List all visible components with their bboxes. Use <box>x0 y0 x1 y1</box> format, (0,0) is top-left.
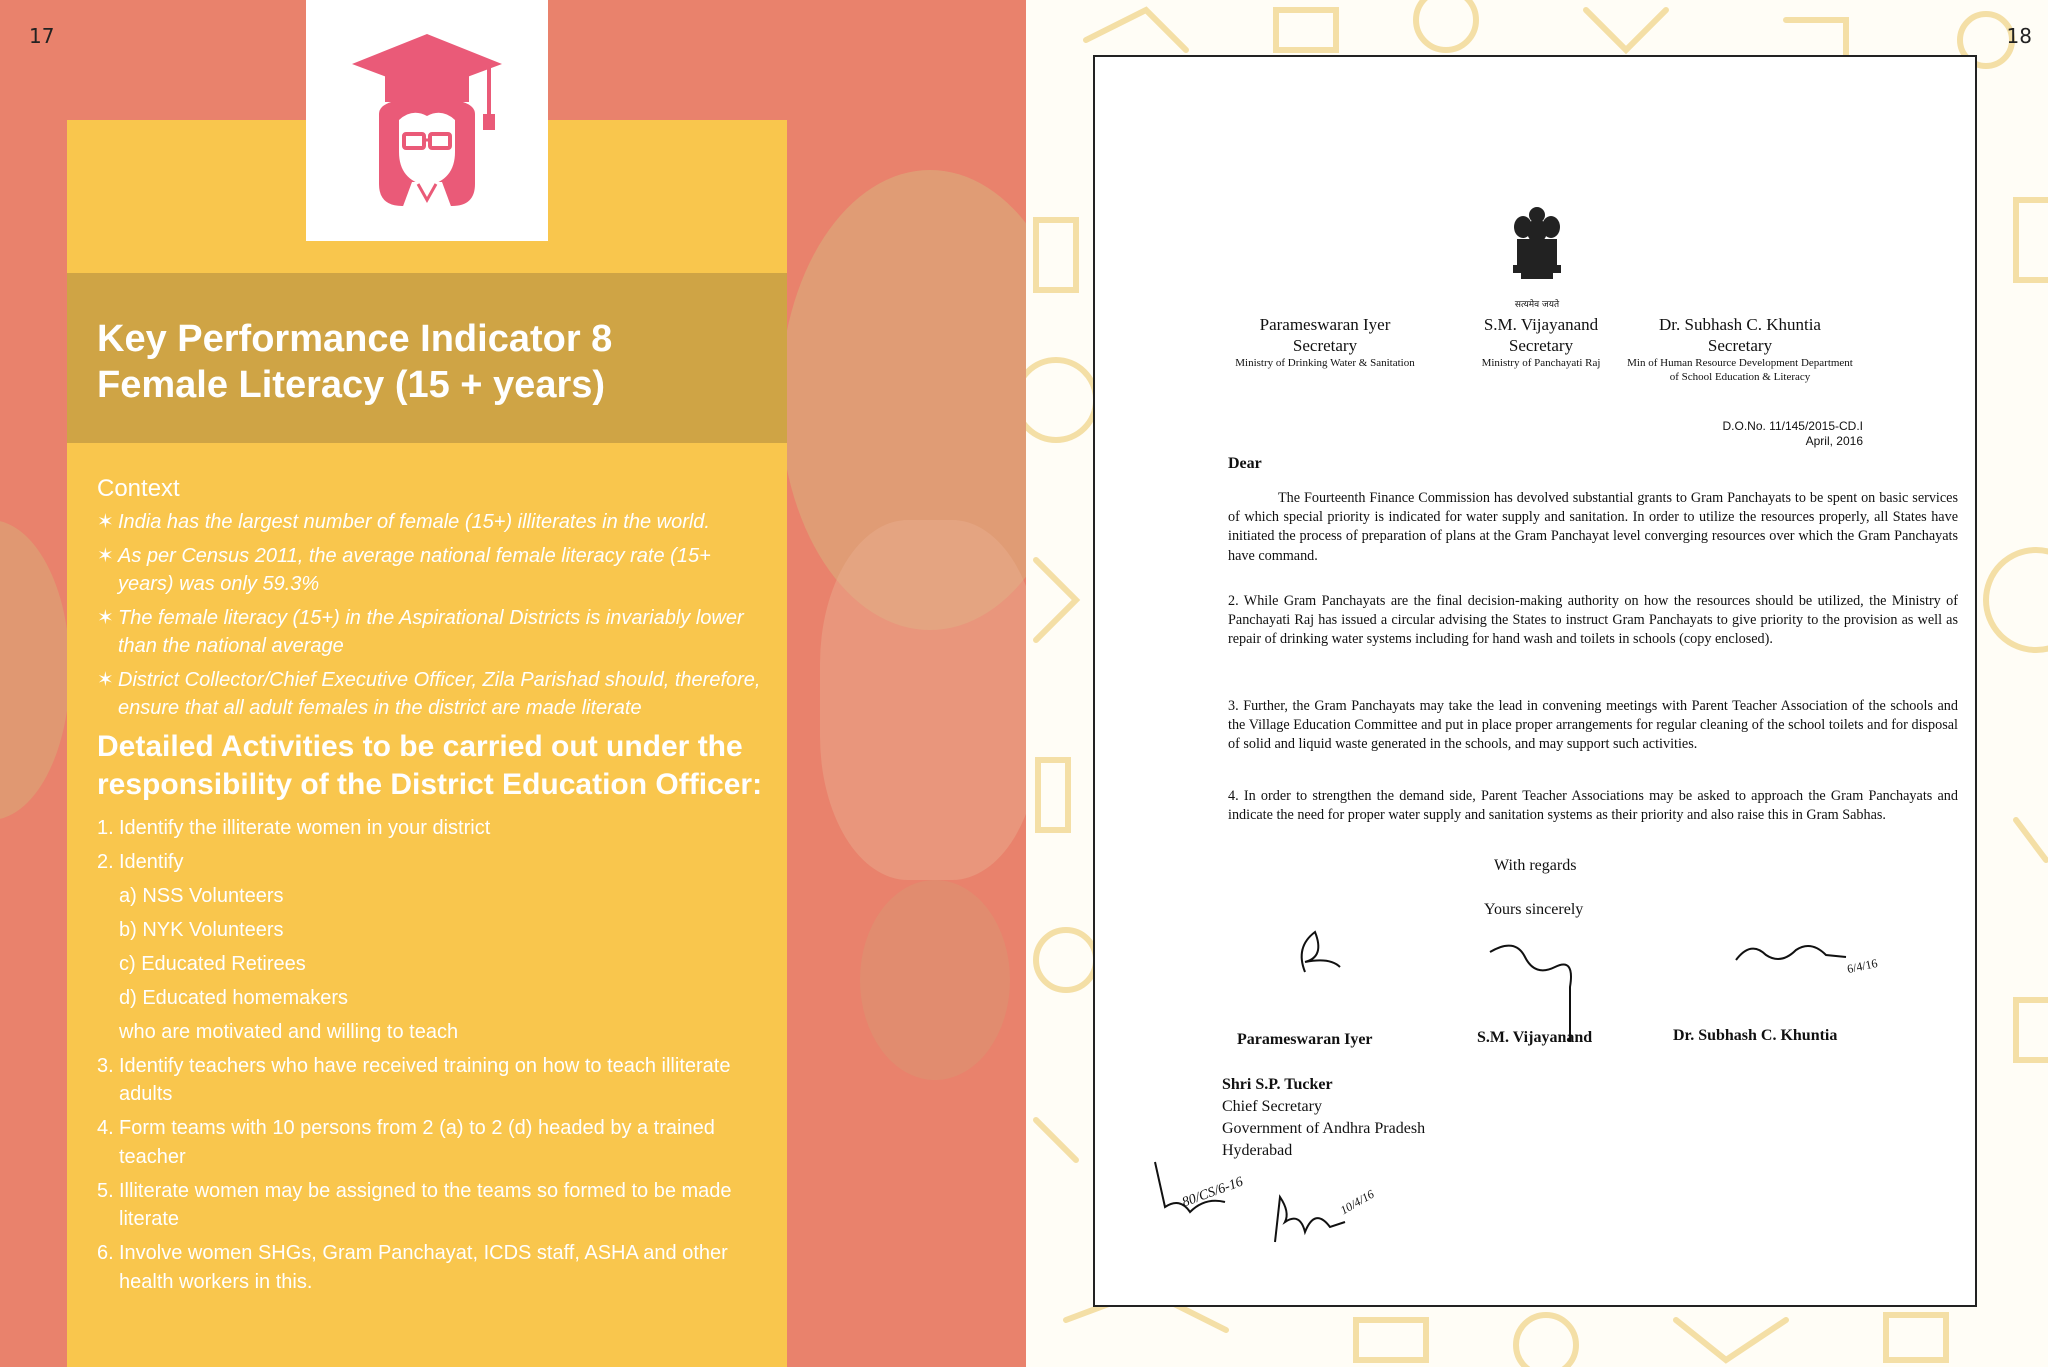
activity-item: 2. Identify <box>97 850 184 873</box>
recipient-address: Shri S.P. Tucker Chief Secretary Government of Andhra Pradesh Hyderabad <box>1222 1076 1426 1159</box>
secretary-block: S.M. Vijayanand Secretary Ministry of Panchayati Raj <box>1481 315 1601 369</box>
handwritten-date: 10/4/16 <box>1337 1186 1377 1218</box>
letter-paragraph: 2. While Gram Panchayats are the final decision-making authority on how the resources should be utilized, the Ministry of Panchayati Raj has issued a circular advising the States to instruct Gram Panchayats to give priority to the provision as well as repair of drinking water systems including for hand wash and toilets in schools (copy enclosed). <box>1228 593 1958 648</box>
handwritten-note: 80/CS/6-16 <box>1180 1174 1246 1211</box>
secretary-block: Parameswaran Iyer Secretary Ministry of Drinking Water & Sanitation <box>1235 315 1415 369</box>
activity-item: 1. Identify the illiterate women in your district <box>97 816 491 839</box>
kpi-content <box>97 472 767 1302</box>
signatory-name: Dr. Subhash C. Khuntia <box>1673 1027 1838 1044</box>
handwritten-signature <box>1270 1192 1350 1247</box>
with-regards: With regards <box>1494 857 1577 874</box>
activity-subitem: who are motivated and willing to teach <box>119 1020 459 1043</box>
context-bullet: ✶ India has the largest number of female (15+) illiterates in the world. <box>97 508 767 537</box>
background-photo-shape <box>820 520 1026 880</box>
state-emblem-icon <box>1509 205 1565 295</box>
scanned-letter <box>1093 55 1977 1307</box>
signatory-name: S.M. Vijayanand <box>1477 1029 1593 1046</box>
page-number-right: 18 <box>2006 24 2032 48</box>
kpi-title-line2: Female Literacy (15 + years) <box>97 364 606 406</box>
asterisk-icon: ✶ <box>97 544 114 567</box>
letter-paragraph: 3. Further, the Gram Panchayats may take the lead in convening meetings with Parent Teacher Association of the schools and the Village Education Committee and put in place proper arrangements for regular cleaning of the school toilets and for disposal of solid and liquid waste generated in the schools, and may support such activities. <box>1228 698 1958 753</box>
signature-khuntia <box>1731 935 1851 975</box>
activity-item: 6. Involve women SHGs, Gram Panchayat, ICDS staff, ASHA and other health workers in this. <box>97 1242 728 1293</box>
activity-subitem: c) Educated Retirees <box>119 952 306 975</box>
activity-item: 3. Identify teachers who have received training on how to teach illiterate adults <box>97 1054 731 1105</box>
activity-subitem: a) NSS Volunteers <box>119 884 284 907</box>
context-heading: Context <box>97 475 180 502</box>
salutation: Dear <box>1228 455 1262 472</box>
asterisk-icon: ✶ <box>97 511 114 533</box>
secretary-block: Dr. Subhash C. Khuntia Secretary Min of Human Resource Development Department of School Education & Literacy <box>1627 315 1853 383</box>
background-photo-shape <box>860 880 1010 1080</box>
icon-box <box>306 0 548 241</box>
kpi-title <box>97 316 612 408</box>
letter-paragraph: 4. In order to strengthen the demand side, Parent Teacher Associations may be asked to approach the Gram Panchayats and indicate the need for proper water supply and sanitation systems as their priority and also raise this in Gram Sabhas. <box>1228 788 1958 824</box>
signature-iyer <box>1285 927 1345 977</box>
khuntia-date-note: 6/4/16 <box>1845 955 1879 977</box>
kpi-title-line1: Key Performance Indicator 8 <box>97 318 613 360</box>
context-bullet: ✶ District Collector/Chief Executive Officer, Zila Parishad should, therefore, ensure that all adult females in the district are made literate <box>97 666 767 723</box>
page-number-left: 17 <box>29 24 55 48</box>
context-bullet: ✶ As per Census 2011, the average national female literacy rate (15+ years) was only 59.3% <box>97 542 767 599</box>
activity-subitem: d) Educated homemakers <box>119 986 349 1009</box>
background-photo-shape <box>0 520 70 820</box>
activity-item: 4. Form teams with 10 persons from 2 (a) to 2 (d) headed by a trained teacher <box>97 1117 715 1168</box>
context-bullet: ✶ The female literacy (15+) in the Aspirational Districts is invariably lower than the national average <box>97 604 767 661</box>
yours-sincerely: Yours sincerely <box>1484 901 1584 918</box>
female-graduate-icon <box>352 34 502 209</box>
reference-number: D.O.No. 11/145/2015-CD.I April, 2016 <box>1722 419 1863 448</box>
detailed-activities-heading: Detailed Activities to be carried out under the responsibility of the District Education Officer: <box>97 729 763 801</box>
asterisk-icon: ✶ <box>97 606 114 629</box>
asterisk-icon: ✶ <box>97 668 114 691</box>
activity-subitem: b) NYK Volunteers <box>119 918 284 941</box>
letter-paragraph: The Fourteenth Finance Commission has devolved substantial grants to Gram Panchayats to be spent on basic services of which special priority is indicated for water supply and sanitation. In order to utilize the resources properly, all States have initiated the process of preparation of plans at the Gram Panchayat level converging resources over which the Gram Panchayats have command. <box>1228 490 1958 564</box>
activity-item: 5. Illiterate women may be assigned to the teams so formed to be made literate <box>97 1179 732 1230</box>
signatory-name: Parameswaran Iyer <box>1237 1031 1373 1048</box>
emblem-caption: सत्यमेव जयते <box>1514 300 1560 310</box>
